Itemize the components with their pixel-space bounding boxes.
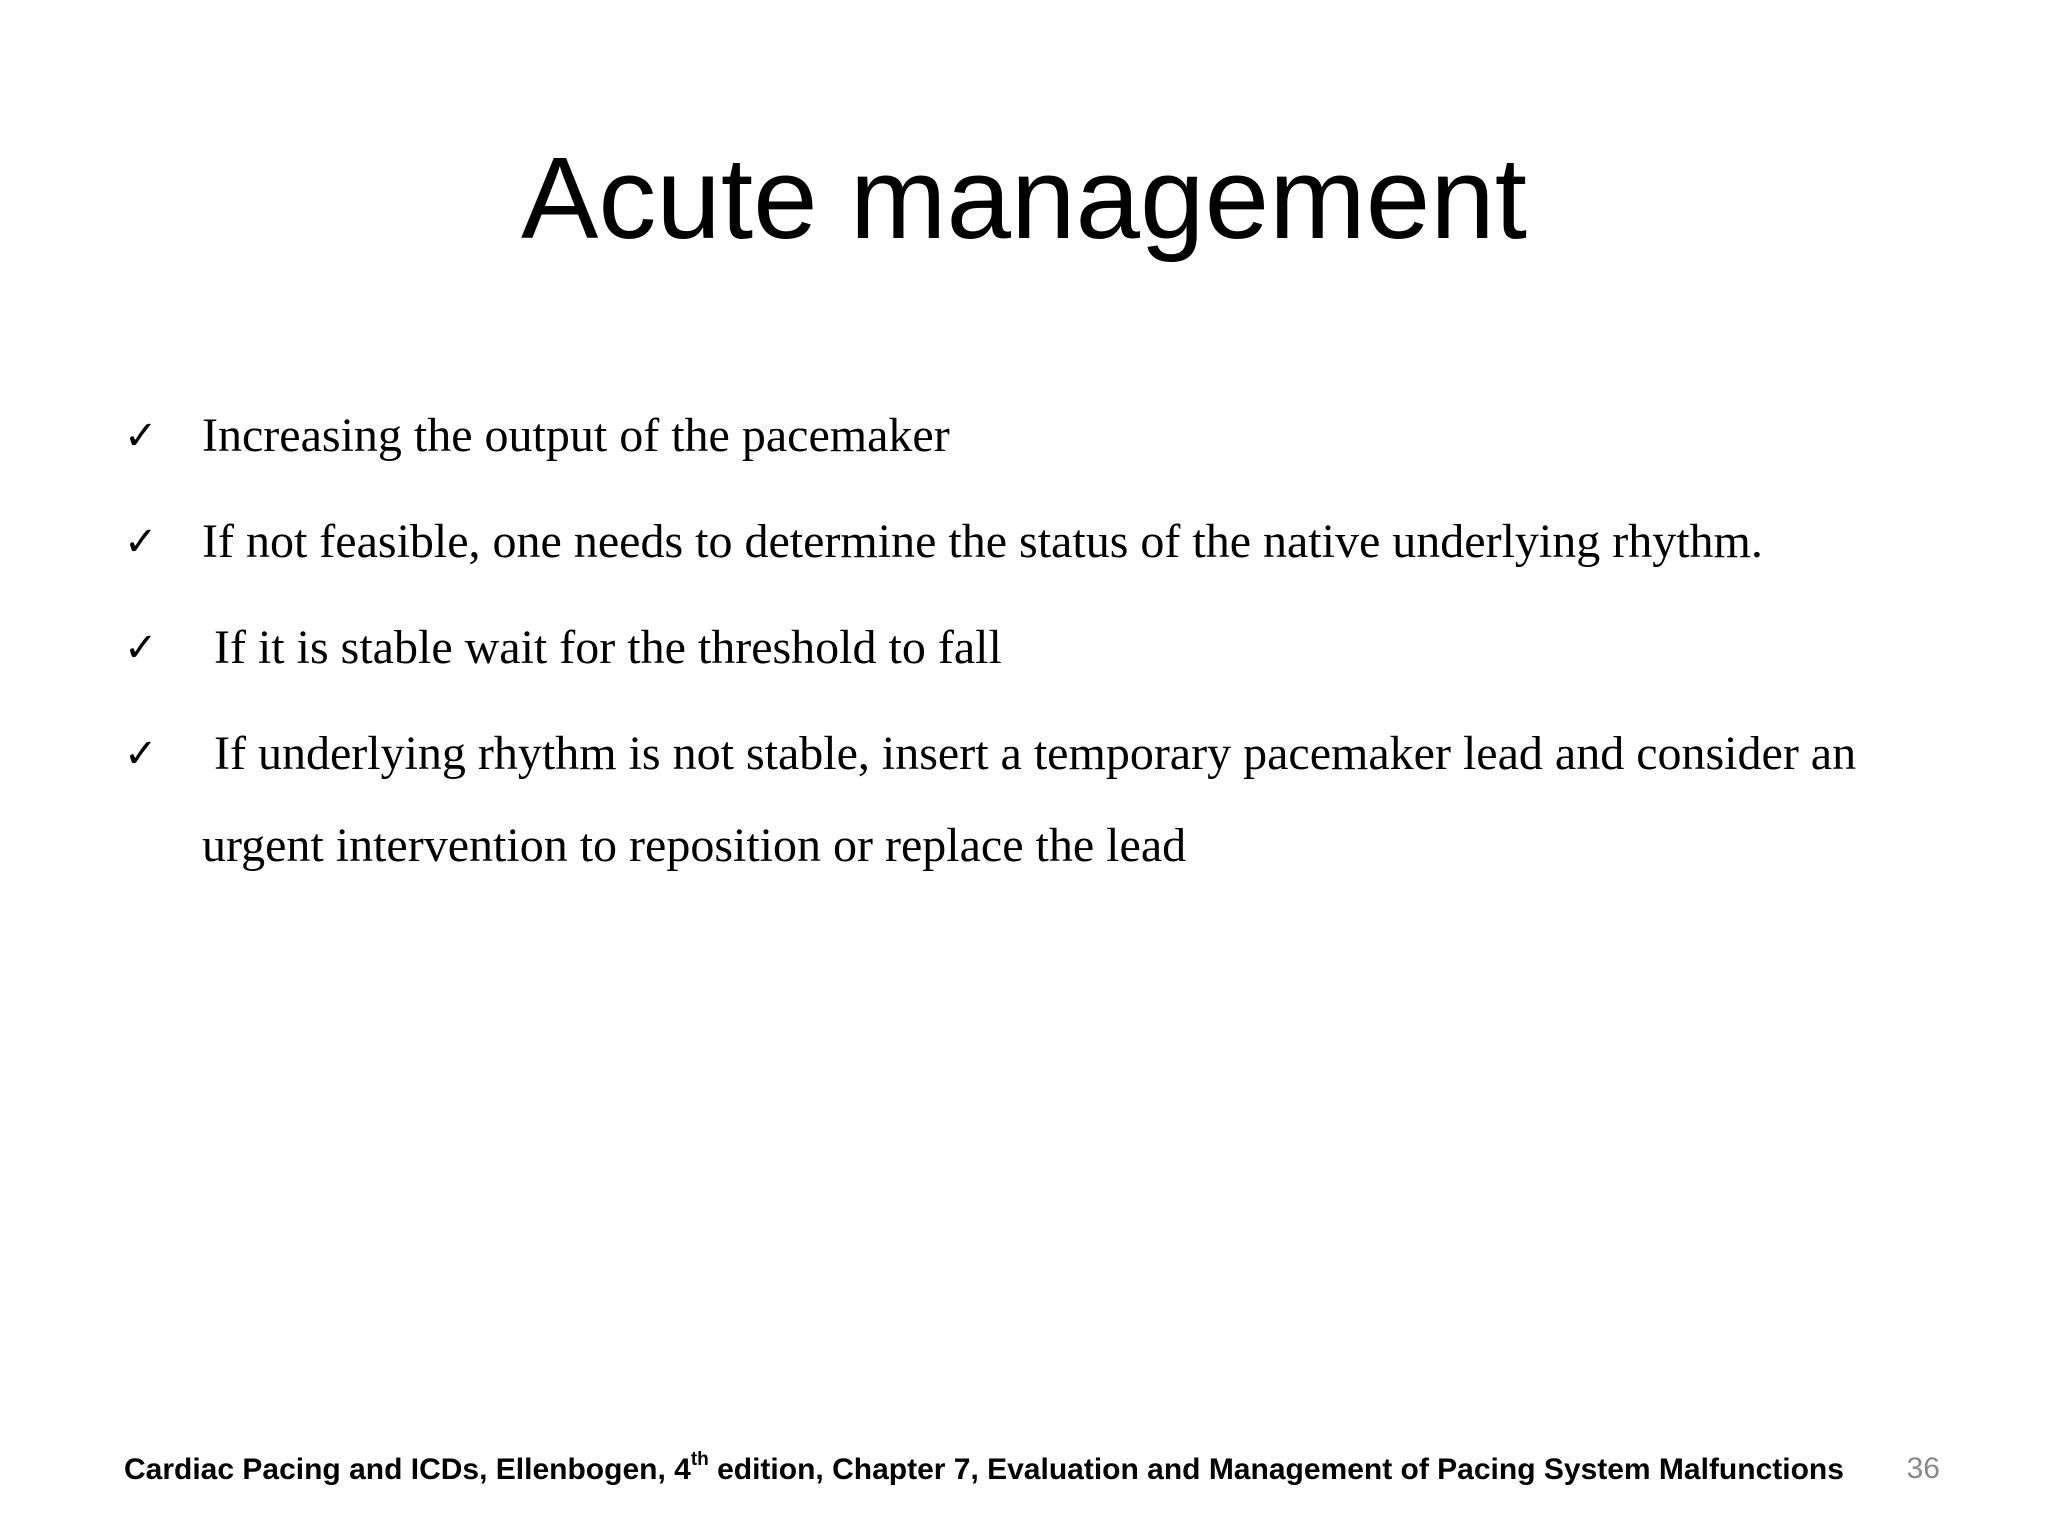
bullet-item (124, 496, 1984, 588)
bullet-text: If not feasible, one needs to determine the status of the native underlying rhythm. (202, 515, 1763, 568)
footer-citation-superscript: th (690, 1449, 709, 1470)
checkmark-icon: ✓ (124, 731, 158, 777)
bullet-item (124, 390, 1984, 482)
bullet-text: If underlying rhythm is not stable, insert a temporary pacemaker lead and consider an urgent intervention to reposition or replace the lead (202, 727, 1869, 872)
footer-citation-part-1: Cardiac Pacing and ICDs, Ellenbogen, 4 (124, 1453, 691, 1486)
checkmark-icon: ✓ (124, 625, 158, 671)
bullet-list (124, 390, 1984, 906)
bullet-item (124, 708, 1984, 892)
footer-citation-part-2: edition, Chapter 7, Evaluation and Management of Pacing System Malfunctions (708, 1453, 1844, 1486)
checkmark-icon: ✓ (124, 413, 158, 459)
checkmark-icon: ✓ (124, 519, 158, 565)
page-number: 36 (1906, 1452, 1940, 1485)
footer-citation (124, 1449, 1924, 1487)
bullet-text: If it is stable wait for the threshold to fall (202, 621, 1002, 674)
bullet-text: Increasing the output of the pacemaker (202, 409, 950, 462)
slide-title: Acute management (521, 133, 1527, 263)
bullet-item (124, 602, 1984, 694)
